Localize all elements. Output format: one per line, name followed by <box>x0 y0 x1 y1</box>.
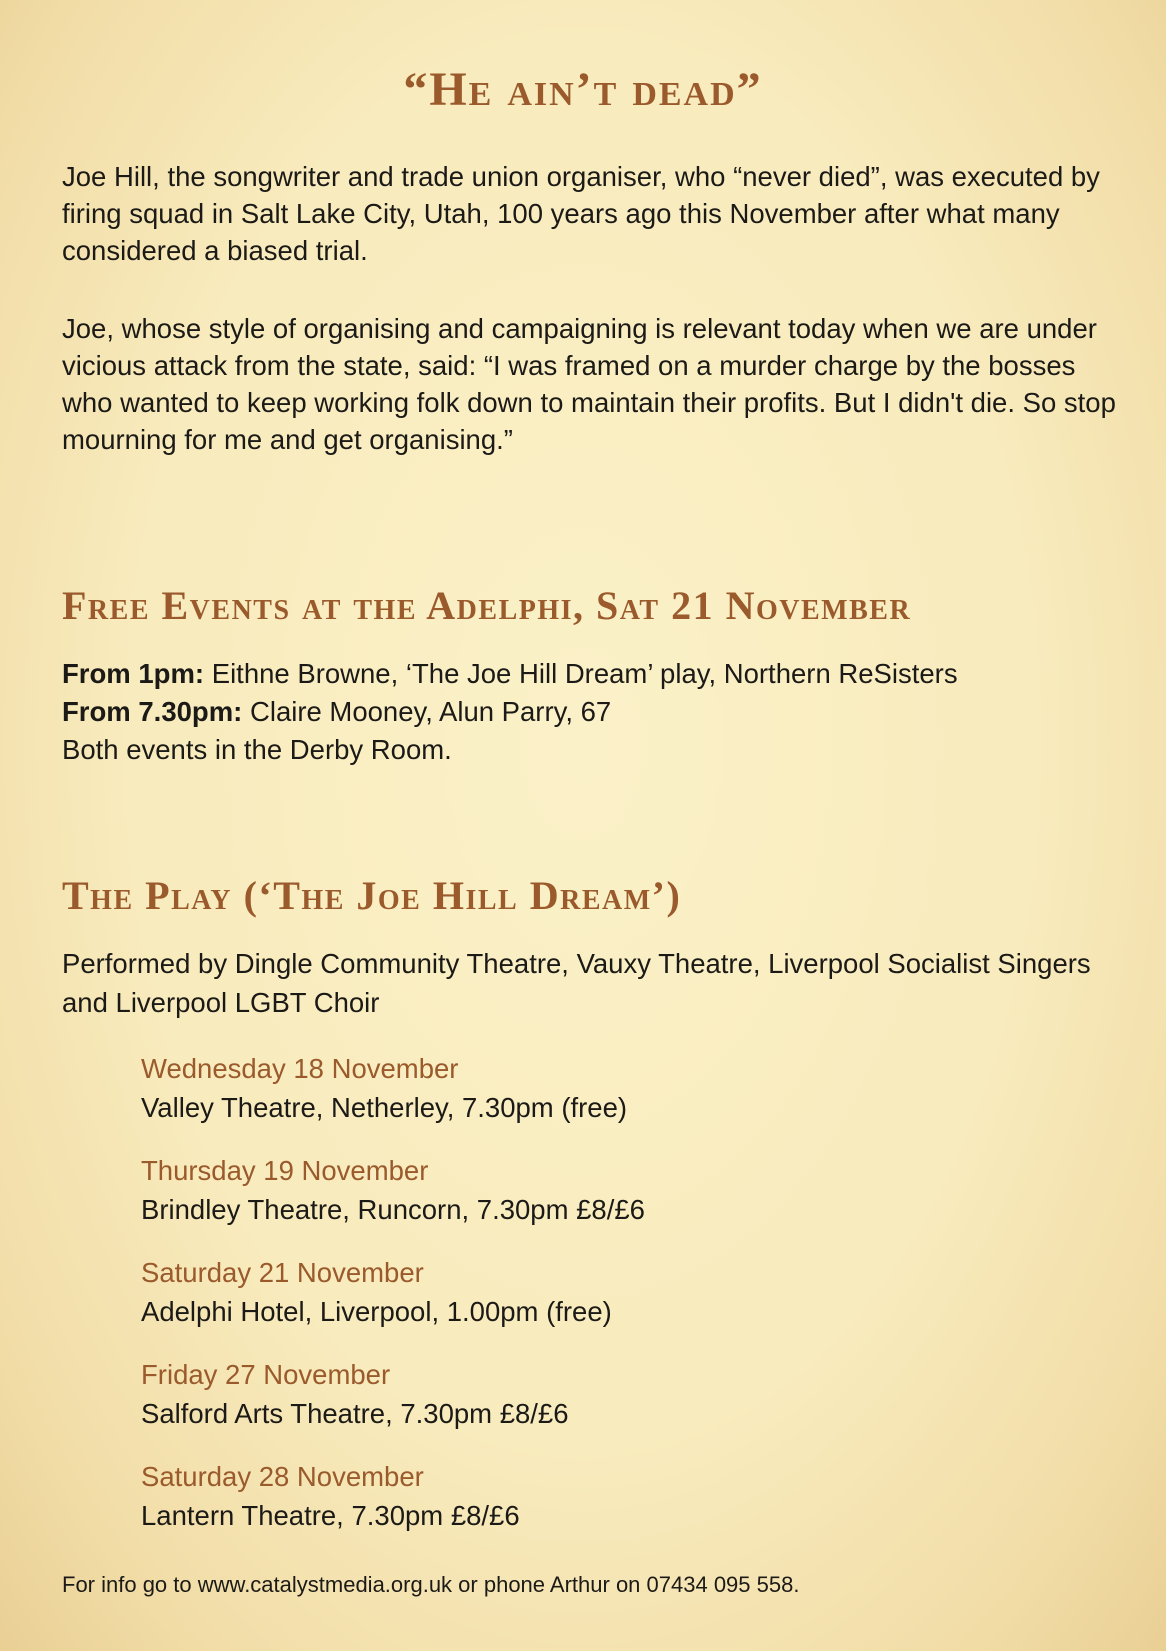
performance-date: Saturday 21 November <box>141 1257 424 1288</box>
events-venue-note: Both events in the Derby Room. <box>62 734 452 765</box>
performance-date: Saturday 28 November <box>141 1461 424 1492</box>
play-description: Performed by Dingle Community Theatre, Vauxy Theatre, Liverpool Socialist Singers and Liverpool LGBT Choir <box>62 948 1091 1018</box>
performance-date: Thursday 19 November <box>141 1155 429 1186</box>
intro-paragraph-2: Joe, whose style of organising and campaigning is relevant today when we are under vicious attack from the state, said: “I was framed on a murder charge by the bosses who wanted to keep working folk down to maintain their profits. But I didn't die. So stop mourning for me and get organising.” <box>62 313 1116 455</box>
performance-item <box>141 1356 1101 1458</box>
performance-venue: Valley Theatre, Netherley, 7.30pm (free) <box>141 1092 628 1123</box>
performance-venue: Lantern Theatre, 7.30pm £8/£6 <box>141 1500 520 1531</box>
performance-item <box>141 1458 1101 1560</box>
performance-date: Wednesday 18 November <box>141 1053 459 1084</box>
performance-schedule <box>141 1050 1101 1560</box>
performance-item <box>141 1152 1101 1254</box>
event-item-2 <box>62 693 1122 731</box>
play-heading: The Play (‘The Joe Hill Dream’) <box>62 873 682 918</box>
performance-venue: Salford Arts Theatre, 7.30pm £8/£6 <box>141 1398 569 1429</box>
event-details: Eithne Browne, ‘The Joe Hill Dream’ play, Northern ReSisters <box>204 658 958 689</box>
event-details: Claire Mooney, Alun Parry, 67 <box>242 696 612 727</box>
free-events-list <box>62 655 1122 769</box>
performance-item <box>141 1050 1101 1152</box>
performance-venue: Adelphi Hotel, Liverpool, 1.00pm (free) <box>141 1296 612 1327</box>
event-time-label: From 7.30pm: <box>62 696 243 727</box>
event-time-label: From 1pm: <box>62 658 205 689</box>
page-title: “He ain’t dead” <box>403 63 763 116</box>
intro-paragraph-1: Joe Hill, the songwriter and trade union organiser, who “never died”, was executed by firing squad in Salt Lake City, Utah, 100 years ago this November after what many considered a biased trial. <box>62 161 1100 266</box>
free-events-heading: Free Events at the Adelphi, Sat 21 November <box>62 583 912 628</box>
contact-footer: For info go to www.catalystmedia.org.uk or phone Arthur on 07434 095 558. <box>62 1572 800 1597</box>
performance-venue: Brindley Theatre, Runcorn, 7.30pm £8/£6 <box>141 1194 645 1225</box>
performance-item <box>141 1254 1101 1356</box>
performance-date: Friday 27 November <box>141 1359 391 1390</box>
event-item-1 <box>62 655 1122 693</box>
